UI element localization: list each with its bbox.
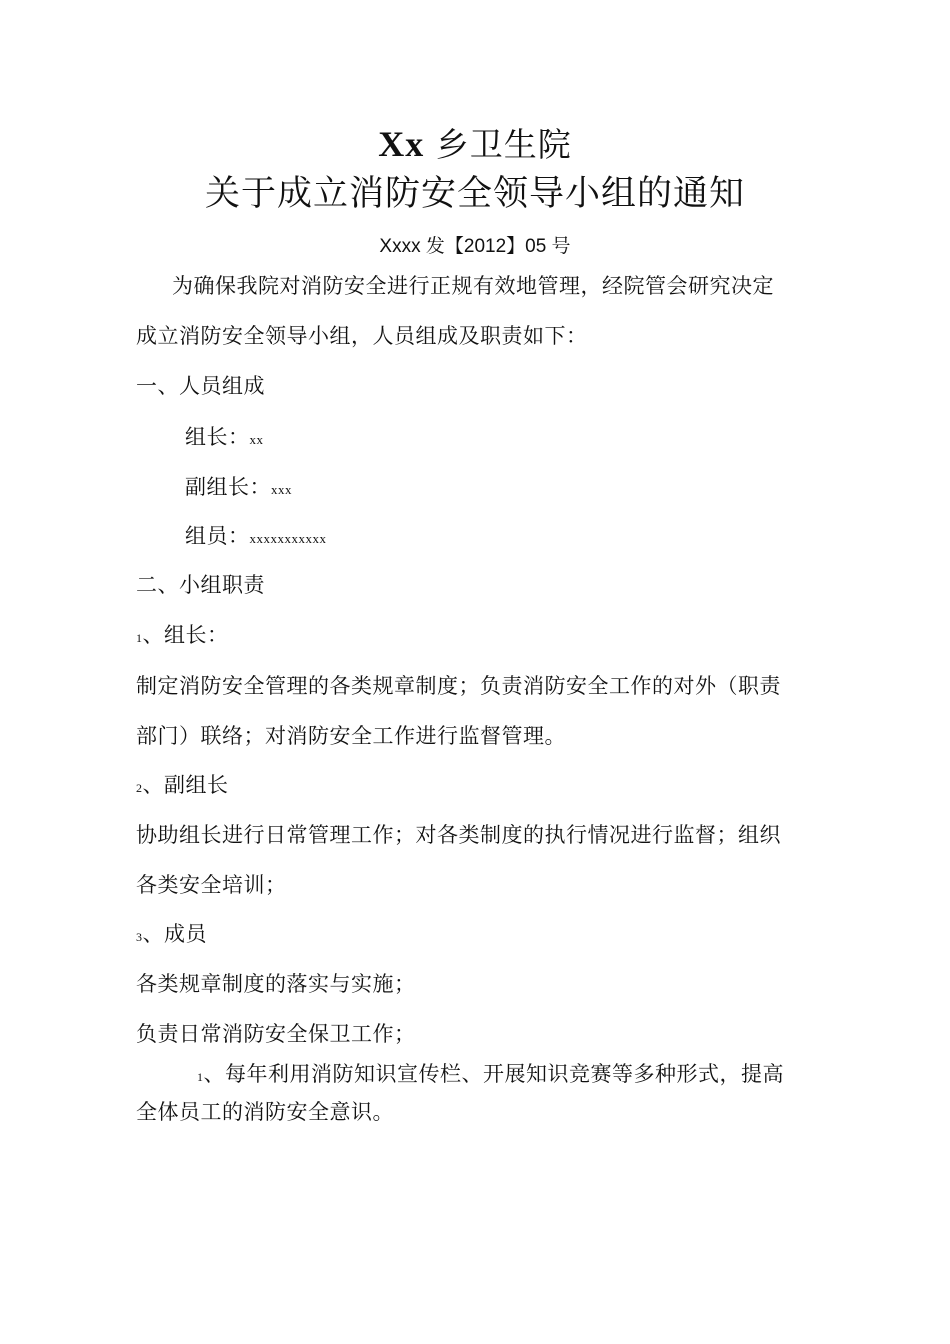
item2-number: 2 (136, 781, 143, 795)
sub1-text: 、每年利用消防知识宣传栏、开展知识竞赛等多种形式，提高 (203, 1062, 784, 1086)
sub1-number: 1 (197, 1070, 204, 1084)
intro-line-2: 成立消防安全领导小组，人员组成及职责如下： (136, 324, 588, 348)
item3-text-line-2: 负责日常消防安全保卫工作； (136, 1022, 416, 1046)
item3-title: 、成员 (142, 922, 207, 946)
item1-title: 、组长： (142, 623, 229, 647)
item3-text-line-1: 各类规章制度的落实与实施； (136, 972, 416, 996)
item1-number: 1 (136, 631, 143, 645)
item2-title: 、副组长 (142, 773, 229, 797)
intro-line-1: 为确保我院对消防安全进行正规有效地管理，经院管会研究决定 (172, 274, 774, 298)
document-subtitle: 关于成立消防安全领导小组的通知 (204, 174, 745, 214)
item2-heading (136, 770, 229, 803)
item1-heading (136, 620, 229, 653)
item2-text-line-2: 各类安全培训； (136, 873, 287, 897)
item1-text-line-2: 部门）联络；对消防安全工作进行监督管理。 (136, 724, 566, 748)
leader-value: xx (249, 432, 264, 447)
document-number: Xxxx 发【2012】05 号 (379, 236, 571, 257)
deputy-value: xxx (271, 482, 292, 497)
section1-heading: 一、人员组成 (136, 374, 265, 398)
item3-heading (136, 919, 207, 952)
item2-text-line-1: 协助组长进行日常管理工作；对各类制度的执行情况进行监督；组织 (136, 823, 781, 847)
title-prefix: Xx (378, 124, 425, 164)
leader-row (185, 422, 264, 455)
document-title (0, 118, 950, 171)
members-value: xxxxxxxxxxx (249, 531, 327, 546)
sub1-line-2: 全体员工的消防安全意识。 (136, 1100, 394, 1124)
members-row (185, 521, 327, 554)
item3-number: 3 (136, 930, 143, 944)
title-rest: 乡卫生院 (435, 125, 572, 164)
deputy-row (185, 472, 292, 505)
item1-text-line-1: 制定消防安全管理的各类规章制度；负责消防安全工作的对外（职责 (136, 674, 781, 698)
section2-heading: 二、小组职责 (136, 573, 265, 597)
leader-label: 组长： (185, 425, 250, 449)
members-label: 组员： (185, 524, 250, 548)
sub1-line-1 (197, 1059, 784, 1092)
deputy-label: 副组长： (185, 475, 271, 499)
